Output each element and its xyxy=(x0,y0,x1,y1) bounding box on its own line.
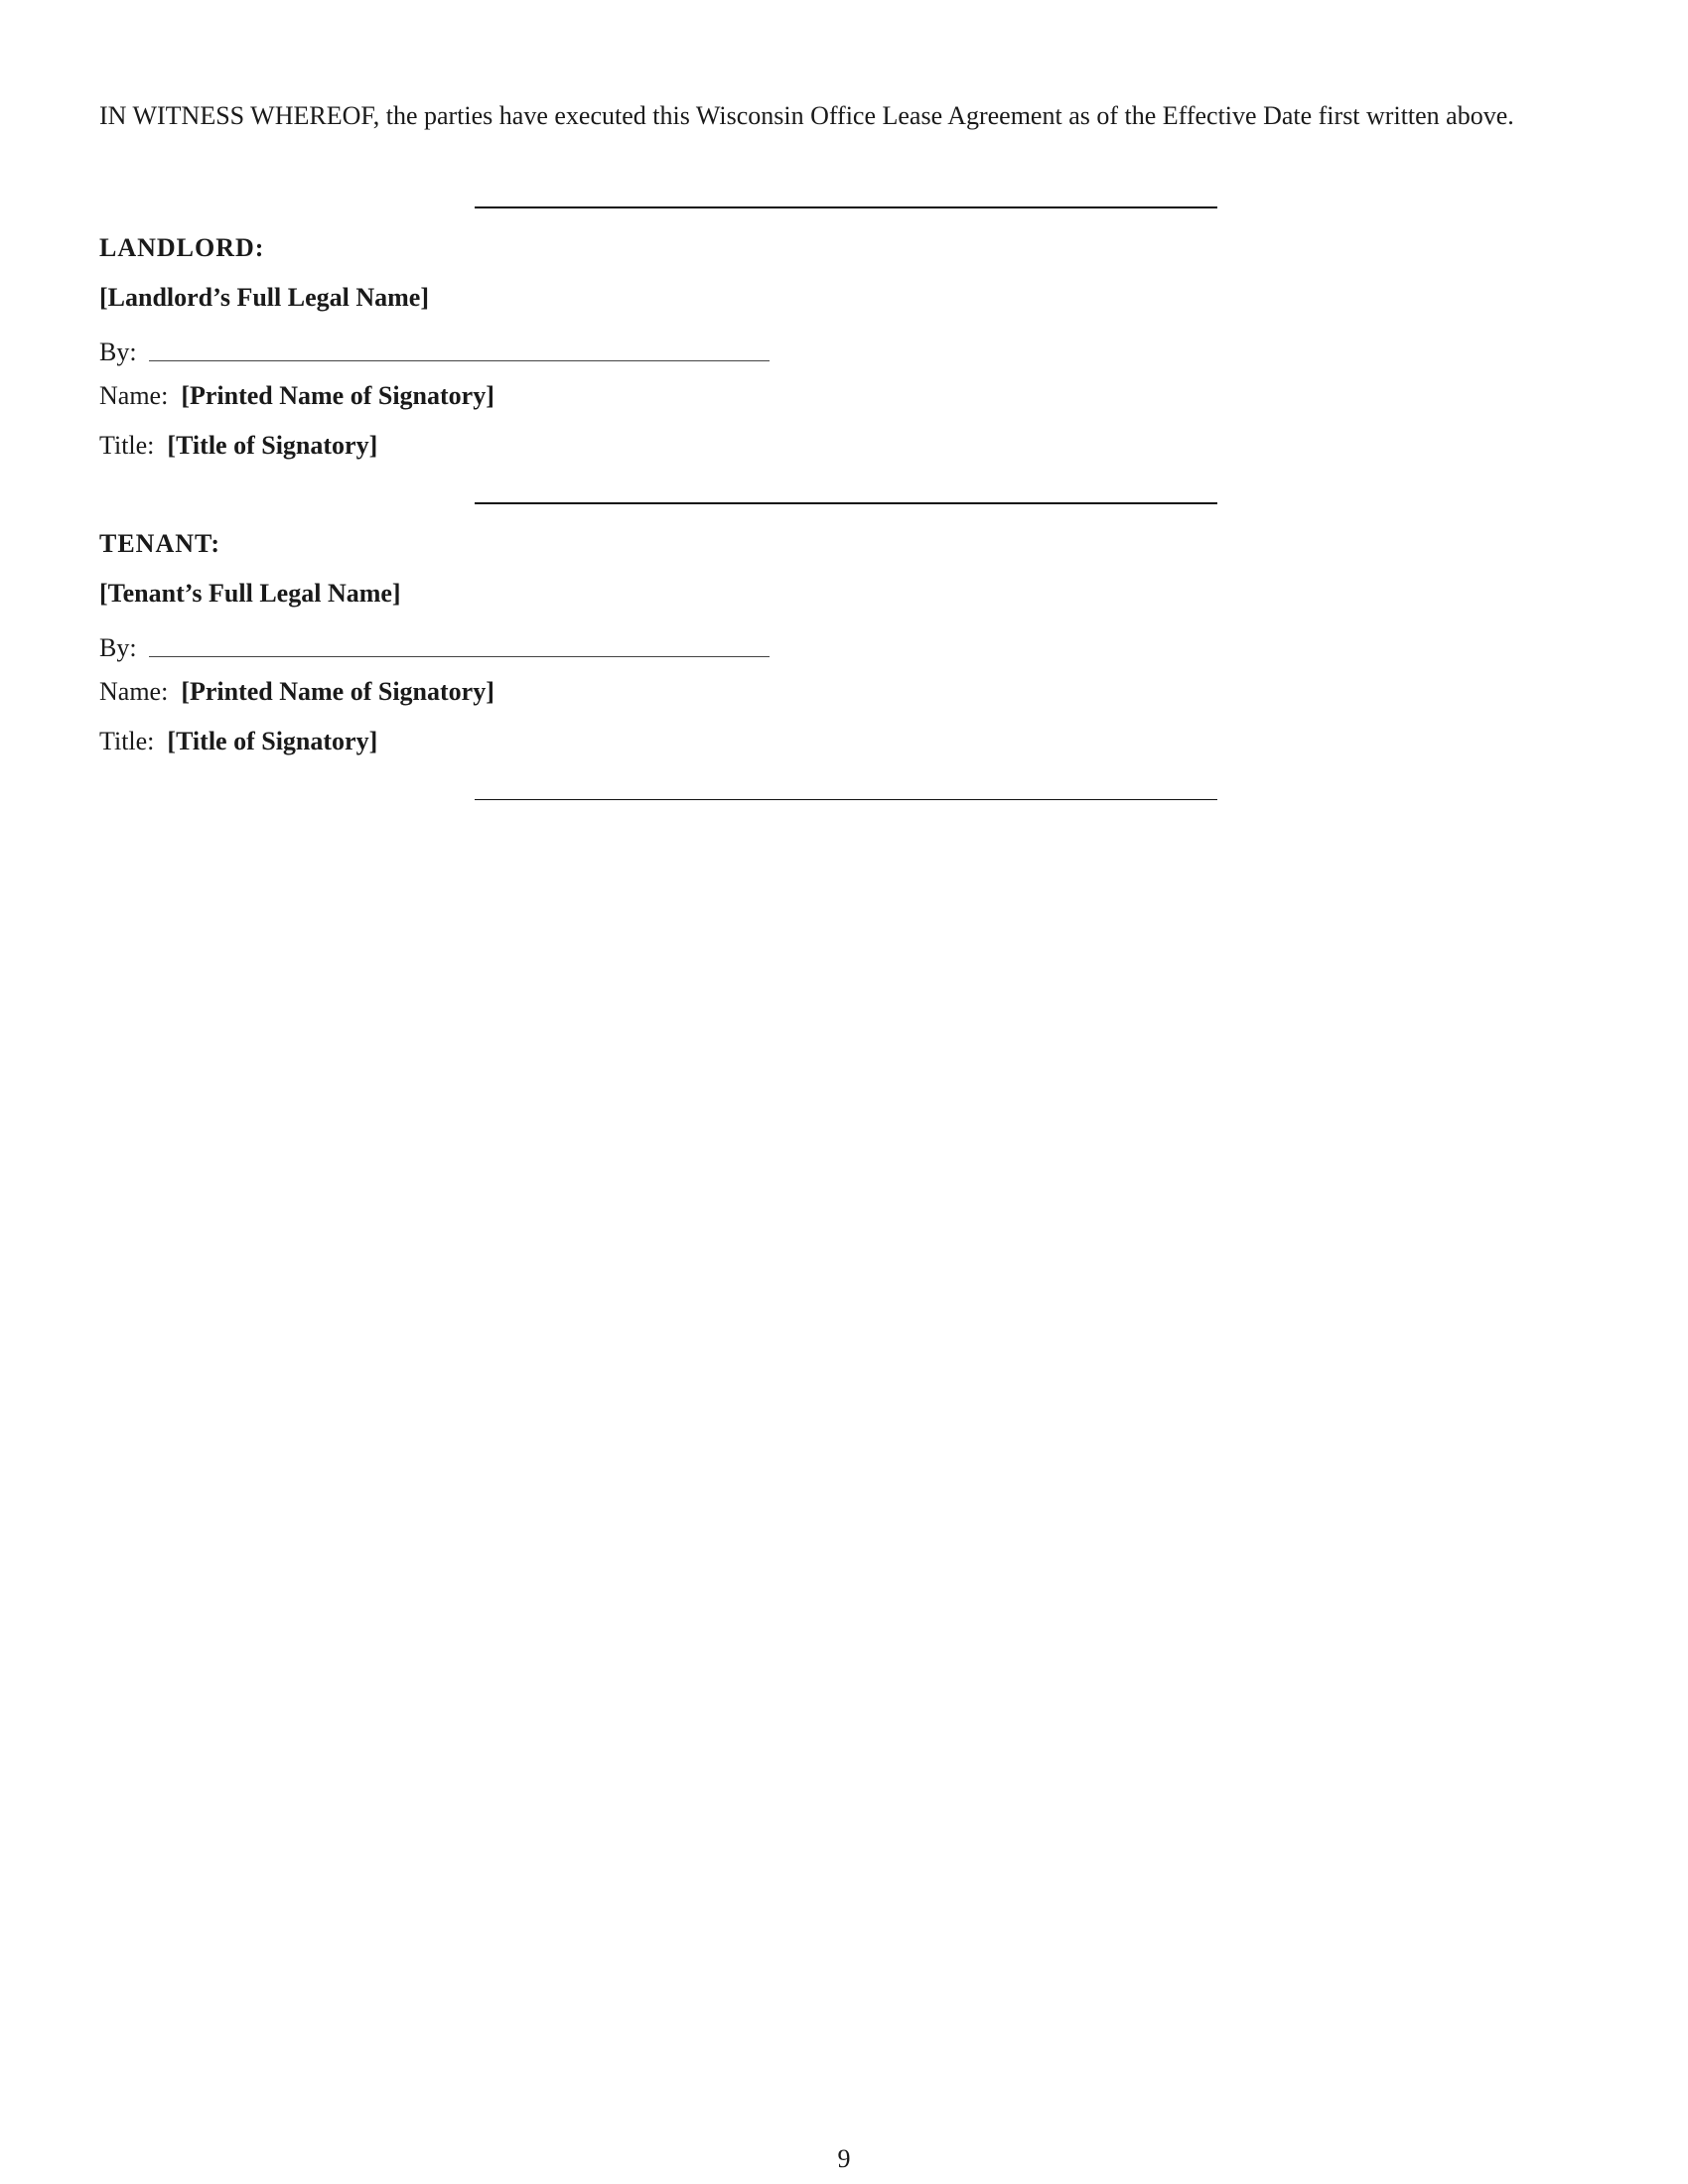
tenant-title-value: [Title of Signatory] xyxy=(167,727,378,755)
landlord-name-row xyxy=(99,381,494,411)
tenant-by-label: By: xyxy=(99,633,137,662)
landlord-heading: LANDLORD: xyxy=(99,233,265,262)
landlord-signature-line xyxy=(99,328,770,367)
landlord-by-label: By: xyxy=(99,338,137,366)
tenant-heading: TENANT: xyxy=(99,529,221,558)
tenant-title-label: Title: xyxy=(99,727,161,755)
landlord-name-label: Name: xyxy=(99,381,175,410)
landlord-title-value: [Title of Signatory] xyxy=(167,431,378,460)
tenant-signature-blank[interactable] xyxy=(149,656,770,657)
landlord-name-value: [Printed Name of Signatory] xyxy=(181,381,494,410)
tenant-title-row xyxy=(99,727,377,756)
tenant-entity-name: [Tenant’s Full Legal Name] xyxy=(99,579,401,608)
section-divider xyxy=(475,502,1217,504)
landlord-entity-name: [Landlord’s Full Legal Name] xyxy=(99,283,429,312)
landlord-title-label: Title: xyxy=(99,431,161,460)
tenant-name-label: Name: xyxy=(99,677,175,706)
section-divider xyxy=(475,206,1217,208)
tenant-name-value: [Printed Name of Signatory] xyxy=(181,677,494,706)
tenant-signature-line xyxy=(99,623,770,663)
page-number: 9 xyxy=(837,2144,851,2173)
witness-paragraph: IN WITNESS WHEREOF, the parties have executed this Wisconsin Office Lease Agreement as of the Effective Date first written above. xyxy=(99,101,1514,130)
tenant-name-row xyxy=(99,677,494,707)
landlord-signature-blank[interactable] xyxy=(149,360,770,361)
landlord-title-row xyxy=(99,431,377,461)
section-divider xyxy=(475,799,1217,800)
